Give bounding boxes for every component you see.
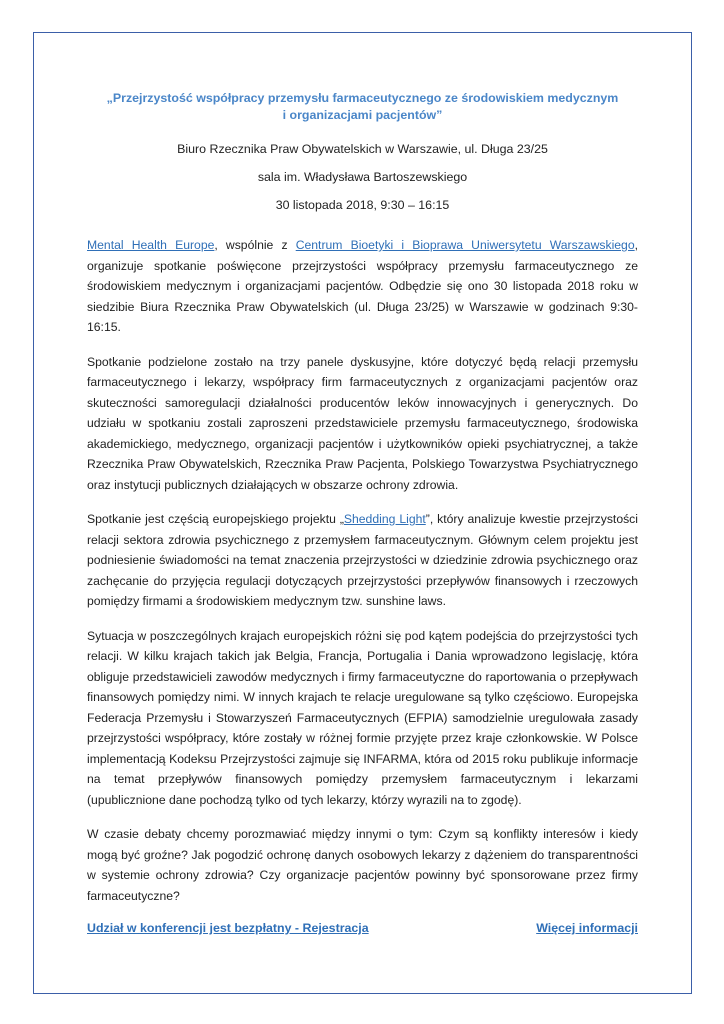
document-title xyxy=(87,90,638,124)
more-info-link[interactable]: Więcej informacji xyxy=(536,921,638,935)
intro-text-b: , organizuje spotkanie poświęcone przejrzystości współpracy przemysłu farmaceutycznego ze środowiskiem medycznym i organizacjami pacjentów. Odbędzie się ono 30 listopada 2018 roku w siedzibie Biura Rzecznika Praw Obywatelskich (ul. Długa 23/25) w Warszawie w godzinach 9:30-16:15. xyxy=(87,238,639,334)
title-line-2: i organizacjami pacjentów” xyxy=(282,108,443,122)
paragraph-intro xyxy=(87,235,638,338)
paragraph-panels: Spotkanie podzielone zostało na trzy panele dyskusyjne, które dotyczyć będą relacji przemysłu farmaceutycznego i lekarzy, współpracy firm farmaceutycznych z organizacjami pacjentów oraz skuteczności samoregulacji działalności producentów leków innowacyjnych i generycznych. Do udziału w spotkaniu zostali zaproszeni przedstawiciele przemysłu farmaceutycznego, środowiska akademickiego, medycznego, organizacji pacjentów i użytkowników opieki psychiatrycznej, a także Rzecznika Praw Obywatelskich, Rzecznika Praw Pacjenta, Polskiego Towarzystwa Psychiatrycznego oraz instytucji publicznych działających w obszarze ochrony zdrowia. xyxy=(87,354,638,492)
footer-links xyxy=(87,920,638,937)
venue-text: Biuro Rzecznika Praw Obywatelskich w Warszawie, ul. Długa 23/25 xyxy=(177,142,548,156)
hall-text: sala im. Władysława Bartoszewskiego xyxy=(257,170,468,184)
document-content xyxy=(87,90,638,937)
registration-link[interactable]: Udział w konferencji jest bezpłatny - Rejestracja xyxy=(87,921,369,935)
mental-health-europe-link[interactable]: Mental Health Europe xyxy=(87,238,215,252)
bioethics-center-link[interactable]: Centrum Bioetyki i Bioprawa Uniwersytetu Warszawskiego xyxy=(295,238,635,252)
intro-text-a: , wspólnie z xyxy=(214,238,296,252)
paragraph-situation: Sytuacja w poszczególnych krajach europejskich różni się pod kątem podejścia do przejrzystości tych relacji. W kilku krajach takich jak Belgia, Francja, Portugalia i Dania wprowadzono legislację, która obliguje przedstawicieli zawodów medycznych i firmy farmaceutyczne do raportowania o przepływach finansowych pomiędzy nimi. W innych krajach te relacje uregulowane są tylko częściowo. Europejska Federacja Przemysłu i Stowarzyszeń Farmaceutycznych (EFPIA) samodzielnie uregulowała zasady przejrzystości współpracy, które zostały w różnej formie przyjęte przez kraje członkowskie. W Polsce implementacją Kodeksu Przejrzystości zajmuje się INFARMA, która od 2015 roku publikuje informacje na temat przepływów finansowych pomiędzy przemysłem farmaceutycznym i lekarzami (upublicznione dane pochodzą tylko od tych lekarzy, którzy wyrazili na to zgodę). xyxy=(87,628,638,807)
title-line-1: „Przejrzystość współpracy przemysłu farmaceutycznego ze środowiskiem medycznym xyxy=(106,91,619,105)
project-text-b: ”, który analizuje kwestie przejrzystości relacji sektora zdrowia psychicznego z przemysłem farmaceutycznym. Głównym celem projektu jest podniesienie świadomości na temat znaczenia przejrzystości w dziedzinie zdrowia psychicznego oraz zachęcanie do przyjęcia regulacji dotyczących przejrzystości przepływów finansowych i rzeczowych pomiędzy firmami a środowiskiem medycznym tzw. sunshine laws. xyxy=(87,512,638,608)
paragraph-project xyxy=(87,509,638,612)
paragraph-debate: W czasie debaty chcemy porozmawiać między innymi o tym: Czym są konflikty interesów i kiedy mogą być groźne? Jak pogodzić ochronę danych osobowych lekarzy z dążeniem do transparentności w systemie ochrony zdrowia? Czy organizacje pacjentów powinny być sponsorowane przez firmy farmaceutyczne? xyxy=(87,827,638,903)
date-time-text: 30 listopada 2018, 9:30 – 16:15 xyxy=(275,198,450,212)
shedding-light-link[interactable]: Shedding Light xyxy=(343,512,426,526)
project-text-a: Spotkanie jest częścią europejskiego projektu „ xyxy=(87,512,344,526)
